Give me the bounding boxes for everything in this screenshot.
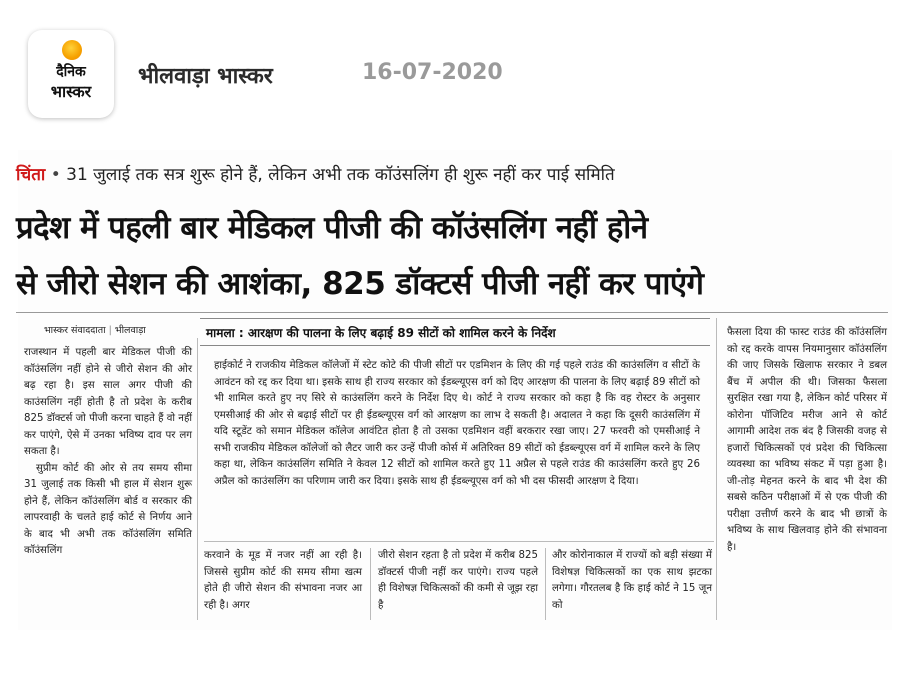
headline-divider bbox=[16, 312, 888, 313]
byline-source: भास्कर संवाददाता bbox=[44, 325, 106, 336]
article-column-3: जीरो सेशन रहता है तो प्रदेश में करीब 825 डॉक्टर्स पीजी नहीं कर पाएंगे। राज्य पहले ही विशेषज्ञ चिकित्सकों की कमी से जूझ रहा है bbox=[378, 550, 538, 611]
headline-line-1: प्रदेश में पहली बार मेडिकल पीजी की कॉउंसलिंग नहीं होने bbox=[16, 210, 648, 246]
edition-name: भीलवाड़ा भास्कर bbox=[138, 64, 273, 89]
column-divider bbox=[197, 338, 198, 620]
kicker-label: चिंता bbox=[16, 165, 46, 185]
article-column-2: करवाने के मूड में नजर नहीं आ रही है। जिससे सुप्रीम कोर्ट की समय सीमा खत्म होते ही जीरो सेशन की संभावना नजर आ रही है। अगर bbox=[204, 550, 362, 611]
byline-separator: | bbox=[108, 325, 112, 336]
edition-date: 16-07-2020 bbox=[362, 60, 503, 85]
headline-line-2: से जीरो सेशन की आशंका, 825 डॉक्टर्स पीजी नहीं कर पाएंगे bbox=[16, 266, 704, 302]
article-column-4: और कोरोनाकाल में राज्यों को बड़ी संख्या में विशेषज्ञ चिकित्सकों का एक साथ झटका लगेगा। गौरतलब है कि हाई कोर्ट ने 15 जून को bbox=[552, 550, 712, 611]
column-divider bbox=[370, 548, 371, 620]
kicker-text: 31 जुलाई तक सत्र शुरू होने हैं, लेकिन अभी तक कॉउंसलिंग ही शुरू नहीं कर पाई समिति bbox=[66, 165, 615, 185]
column-divider bbox=[545, 548, 546, 620]
article-column-1 bbox=[24, 345, 192, 560]
dainik-bhaskar-logo bbox=[28, 30, 114, 118]
article-column-5: फैसला दिया की फास्ट राउंड की कॉउंसलिंग को रद्द करके वापस नियमानुसार कॉउंसलिंग की जाए जिसके खिलाफ सरकार ने डबल बैंच में अपील की थी। जिसका फैसला सुरक्षित रखा गया है, लेकिन कोर्ट परिसर में कोरोना पॉजिटिव मरीज आने से कोर्ट आगामी आदेश तक बंद है जिसकी वजह से हजारों चिकित्सकों एवं प्रदेश की चिकित्सा व्यवस्था का भविष्य संकट में पड़ा हुआ है। जी-तोड़ मेहनत करने के बाद भी देश की सबसे कठिन परीक्षाओं में से एक पीजी की परीक्षा उत्तीर्ण करने के बाद भी छात्रों के भविष्य के साथ खिलवाड़ होने की संभावना है। bbox=[727, 327, 887, 553]
byline bbox=[44, 323, 146, 336]
kicker-bullet: • bbox=[50, 165, 61, 185]
page-header bbox=[0, 0, 897, 130]
column-divider bbox=[716, 318, 717, 620]
article-box-text: हाईकोर्ट ने राजकीय मेडिकल कॉलेजों में स्टेट कोटे की पीजी सीटों पर एडमिशन के लिए की गई पहले राउंड की काउंसलिंग व सीटों के आवंटन को रद्द कर दिया था। इसके साथ ही राज्य सरकार को ईडब्ल्यूएस वर्ग को दिए आरक्षण की पालना के लिए बढ़ाई 89 सीटों को भी शामिल करते हुए नए सिरे से काउंसलिंग करने के निर्देश दिए थे। कोर्ट ने राज्य सरकार को कहा है कि वह रोस्टर के अनुसार एमसीआई की ओर से बढ़ाई सीटों पर ही ईडब्ल्यूएस वर्ग को आरक्षण का लाभ दे सकती है। अदालत ने कहा कि दूसरी काउंसलिंग में यदि स्टूडेंट को समान मेडिकल कॉलेज आवंटित होता है तो उसका एडमिशन वहीं बरकरार रखा जाए। 27 फरवरी को एमसीआई ने सभी राजकीय मेडिकल कॉलेजों को लैटर जारी कर उन्हें पीजी कोर्स में अतिरिक्त 89 सीटों को ईडब्ल्यूएस वर्ग में शामिल करने के लिए कहा था, लेकिन काउंसलिंग समिति ने केवल 12 सीटों को शामिल करते हुए 11 अप्रैल से पहले राउंड की काउंसलिंग करते हुए 26 अप्रैल को काउंसलिंग का परिणाम जारी कर दिया। इसके साथ ही ईडब्ल्यूएस वर्ग को भी दस फीसदी आरक्षण दे दिया। bbox=[214, 360, 700, 487]
paragraph: सुप्रीम कोर्ट की ओर से तय समय सीमा 31 जुलाई तक किसी भी हाल में सेशन शुरू होने हैं, लेकिन कॉउंसलिंग बोर्ड व सरकार की लापरवाही के चलते हाई कोर्ट से निर्णय आने के बाद भी अभी तक कॉउंसलिंग समिति कॉउंसलिंग bbox=[24, 462, 192, 556]
logo-text-line1: दैनिक bbox=[56, 64, 86, 80]
byline-city: भीलवाड़ा bbox=[114, 325, 146, 336]
subhead-mamla: मामला : आरक्षण की पालना के लिए बढ़ाई 89 सीटों को शामिल करने के निर्देश bbox=[206, 326, 556, 340]
kicker-line bbox=[16, 162, 615, 185]
box-bottom-rule bbox=[204, 541, 714, 542]
paragraph: राजस्थान में पहली बार मेडिकल पीजी की कॉउंसलिंग नहीं होने से जीरो सेशन की ओर बढ़ रहा है। इस साल अगर पीजी की काउंसलिंग नहीं होती है तो प्रदेश के करीब 825 डॉक्टर्स जो पीजी करना चाहते हैं वो नहीं कर पाएंगे, ऐसे में उनका भविष्य दाव पर लग सकता है। bbox=[24, 347, 192, 457]
sun-icon bbox=[62, 40, 82, 60]
logo-text-line2: भास्कर bbox=[50, 82, 92, 101]
